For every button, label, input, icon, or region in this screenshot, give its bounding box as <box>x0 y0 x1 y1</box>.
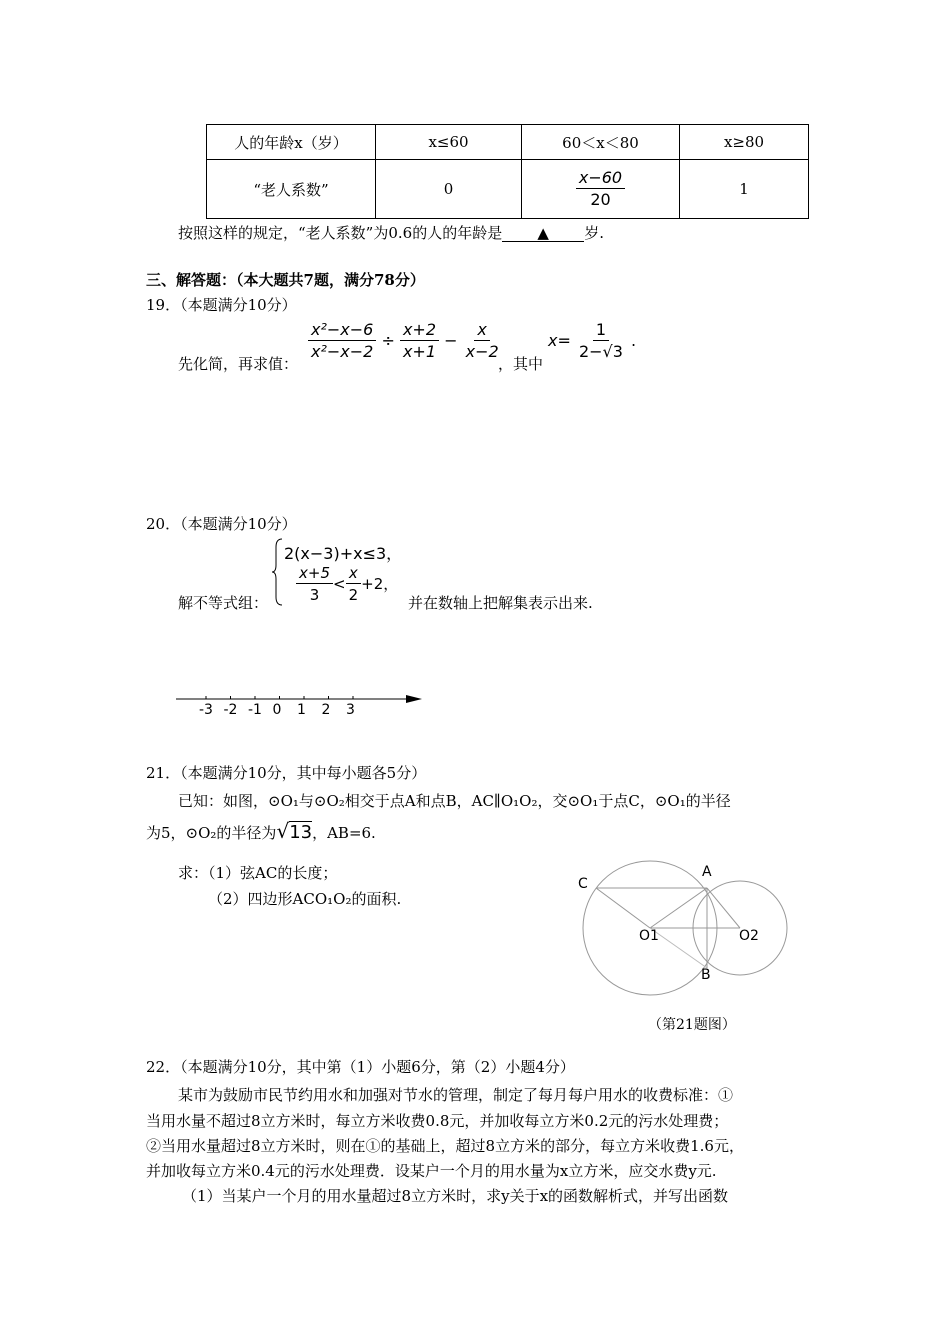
q20-number: 20． <box>146 515 181 533</box>
segment-co1 <box>596 888 650 928</box>
q21-heading <box>146 762 426 783</box>
table-header-age: 人的年龄x（岁） <box>207 125 376 160</box>
axis-tick-label: 0 <box>272 702 282 718</box>
q21-number: 21． <box>146 764 181 782</box>
ineq2-numerator: x+5 <box>296 563 333 584</box>
segment-ao1 <box>650 888 707 928</box>
inequality-1: 2(x−3)+x≤3， <box>284 544 403 563</box>
inequality-2 <box>296 563 398 606</box>
q18-text-after: 岁. <box>584 224 604 242</box>
q21-line2-text: 为5，⊙O₂的半径为 <box>146 824 277 842</box>
q20-suffix: 并在数轴上把解集表示出来. <box>408 594 593 612</box>
ineq2-right-numerator: x <box>346 563 361 584</box>
q22-line-3: ②当用水量超过8立方米时，则在①的基础上，超过8立方米的部分，每立方米收费1.6元， <box>146 1137 744 1155</box>
axis-tick-label: 2 <box>321 702 331 718</box>
q18-text: 按照这样的规定，“老人系数”为0.6的人的年龄是 <box>178 224 503 242</box>
table-cell-0: 0 <box>376 160 522 219</box>
q21-line1: 已知：如图，⊙O₁与⊙O₂相交于点A和点B，AC∥O₁O₂，交⊙O₁于点C，⊙O₁的半径 <box>178 792 731 810</box>
q19-prompt: 先化简，再求值： <box>178 355 299 373</box>
axis-tick-label: -2 <box>223 702 238 718</box>
q19-score: （本题满分10分） <box>180 296 297 314</box>
q21-ask2: （2）四边形ACO₁O₂的面积. <box>208 890 402 908</box>
label-c: C <box>578 876 588 892</box>
axis-tick-label: -3 <box>199 702 213 718</box>
fraction-denominator: 20 <box>590 189 611 209</box>
q22-number: 22． <box>146 1058 181 1076</box>
divide-sign: ÷ <box>381 331 395 350</box>
expr-denominator-1: x²−x−2 <box>311 342 374 361</box>
q22-line-2: 当用水量不超过8立方米时，每立方米收费0.8元，并加收每立方米0.2元的污水处理费； <box>146 1112 729 1130</box>
table-header-ge80: x≥80 <box>680 125 809 160</box>
label-o2: O2 <box>739 928 759 944</box>
table-cell-fraction <box>522 160 680 219</box>
x-equals: x= <box>548 331 571 350</box>
q19-where: ，其中 <box>498 355 544 373</box>
q22-heading <box>146 1056 575 1077</box>
table-cell-1: 1 <box>680 160 809 219</box>
expr-numerator-3: x <box>474 320 489 341</box>
table-header-between: 60＜x＜80 <box>522 125 680 160</box>
age-coefficient-table <box>206 124 809 219</box>
ineq2-denominator: 3 <box>309 586 320 604</box>
label-b: B <box>701 967 711 983</box>
minus-sign: − <box>444 331 458 350</box>
q21-ask1: 求：（1）弦AC的长度； <box>178 864 338 882</box>
less-than-sign: < <box>333 575 346 593</box>
section-title: 三、解答题：（本大题共7题，满分78分） <box>146 271 425 289</box>
fraction-numerator: x−60 <box>576 168 625 189</box>
answer-blank <box>502 225 584 242</box>
q20-score: （本题满分10分） <box>180 515 297 533</box>
q18-question <box>178 222 604 243</box>
q19-number: 19． <box>146 296 181 314</box>
expr-denominator-3: x−2 <box>465 342 499 361</box>
q20-heading <box>146 513 297 534</box>
expr-numerator-1: x²−x−6 <box>308 320 376 341</box>
arrow-icon <box>406 695 422 703</box>
figure-caption: （第21题图） <box>648 1017 736 1033</box>
label-a: A <box>702 864 712 880</box>
sqrt-value: 13 <box>289 822 313 843</box>
x-denominator: 2−√3 <box>578 342 623 361</box>
circles-figure <box>570 860 810 1010</box>
table-header-le60: x≤60 <box>376 125 522 160</box>
expr-denominator-2: x+1 <box>402 342 436 361</box>
axis-tick-label: 3 <box>346 702 355 718</box>
q19-period: . <box>631 331 637 350</box>
table-row-label: “老人系数” <box>207 160 376 219</box>
q22-line-1: 某市为鼓励市民节约用水和加强对节水的管理，制定了每月每户用水的收费标准：① <box>178 1086 734 1104</box>
triangle-mark: ▲ <box>537 224 549 242</box>
x-numerator: 1 <box>593 320 609 341</box>
label-o1: O1 <box>639 928 659 944</box>
ineq2-right-denominator: 2 <box>348 586 359 604</box>
ineq2-tail: +2， <box>361 575 399 593</box>
q22-line-4: 并加收每立方米0.4元的污水处理费．设某户一个月的用水量为x立方米，应交水费y元. <box>146 1162 717 1180</box>
sqrt-icon: √ <box>276 819 290 843</box>
q19-expression <box>308 320 502 363</box>
q21-score: （本题满分10分，其中每小题各5分） <box>180 764 427 782</box>
brace-icon <box>270 537 284 607</box>
expr-numerator-2: x+2 <box>400 320 439 341</box>
q19-heading <box>146 294 297 315</box>
q22-score: （本题满分10分，其中第（1）小题6分，第（2）小题4分） <box>180 1058 575 1076</box>
q19-x-value <box>548 320 636 363</box>
q21-line2 <box>146 819 376 843</box>
q20-prompt: 解不等式组： <box>178 594 269 612</box>
axis-tick-label: 1 <box>297 702 306 718</box>
axis-tick-label: -1 <box>248 702 262 718</box>
segment-ao2 <box>707 888 740 928</box>
q22-line-5: （1）当某户一个月的用水量超过8立方米时，求y关于x的函数解析式，并写出函数 <box>182 1187 729 1205</box>
q21-line2-tail: ，AB=6. <box>312 824 376 842</box>
